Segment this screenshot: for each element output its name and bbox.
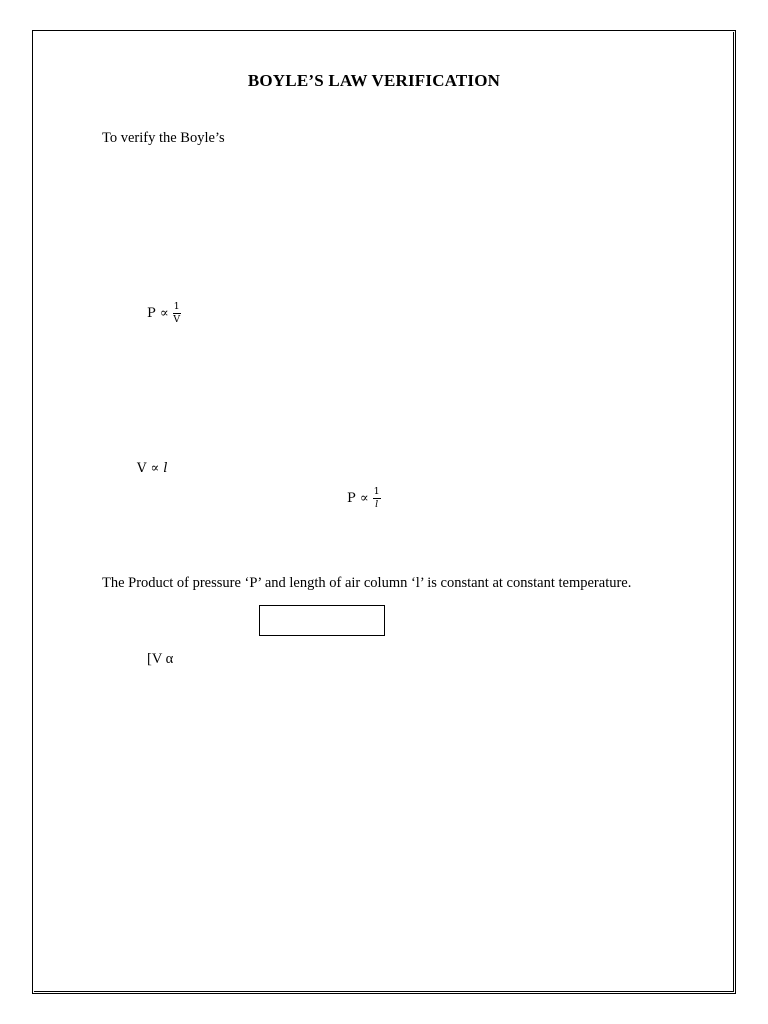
equation-lhs: P ∝ xyxy=(347,491,369,506)
equation-p-inverse-l xyxy=(347,487,381,510)
equation-rhs: l xyxy=(163,461,168,476)
equation-p-inverse-v xyxy=(147,302,181,325)
conclusion-statement: The Product of pressure ‘P’ and length of air column ‘l’ is constant at constant temperature. xyxy=(102,575,632,591)
page-border-shadow xyxy=(34,32,734,992)
result-box xyxy=(259,605,385,636)
bracket-note: [V α xyxy=(147,651,174,667)
fraction-numerator: 1 xyxy=(173,301,180,312)
fraction-denominator: l xyxy=(375,499,379,510)
equation-v-proportional-l xyxy=(137,461,168,476)
equation-lhs: V ∝ xyxy=(137,461,160,476)
fraction-denominator: V xyxy=(173,314,181,325)
fraction xyxy=(373,487,381,510)
fraction-numerator: 1 xyxy=(373,486,380,497)
equation-lhs: P ∝ xyxy=(147,306,169,321)
document-title: BOYLE’S LAW VERIFICATION xyxy=(247,71,501,90)
fraction xyxy=(173,302,181,325)
aim-text: To verify the Boyle’s xyxy=(102,130,225,146)
